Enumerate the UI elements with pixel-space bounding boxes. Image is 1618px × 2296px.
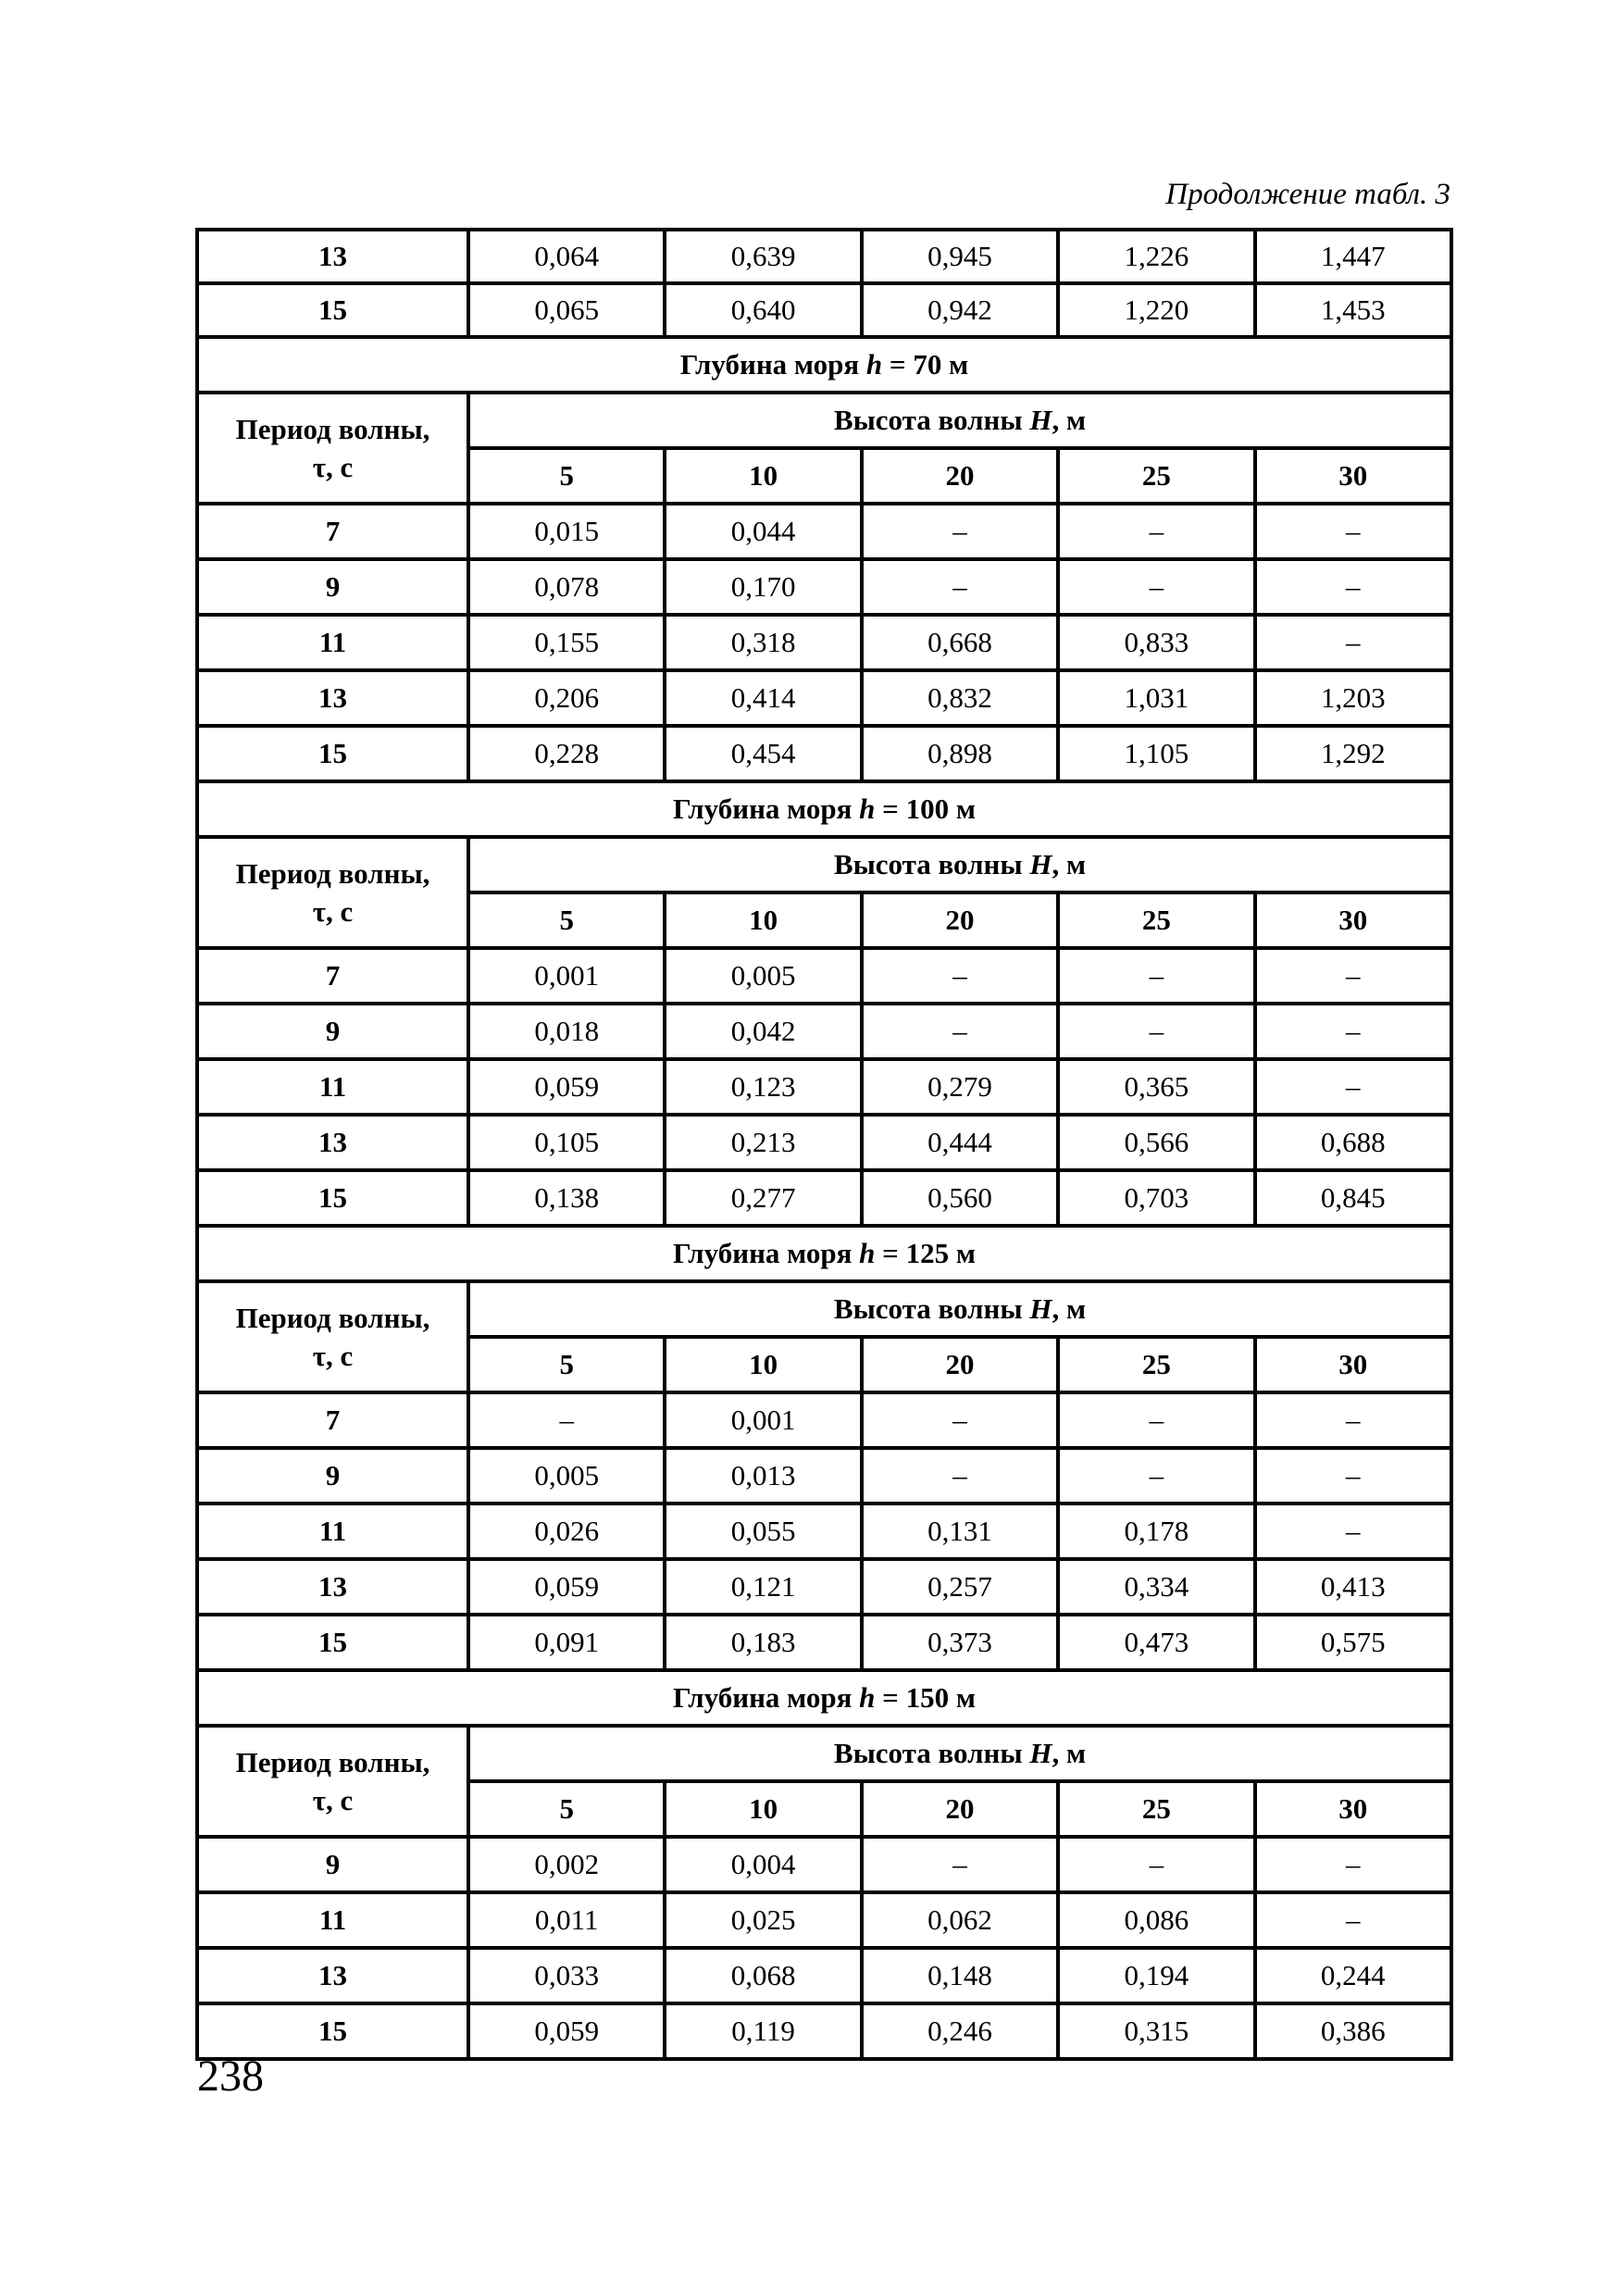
value-cell: 0,059 (468, 2003, 665, 2059)
value-cell: – (468, 1392, 665, 1448)
value-cell: 0,318 (665, 615, 861, 670)
header-row (197, 393, 1451, 448)
value-cell: 0,244 (1255, 1948, 1451, 2003)
value-cell: 0,013 (665, 1448, 861, 1504)
section-title: Глубина моря h = 100 м (197, 781, 1451, 837)
value-cell: 0,898 (862, 726, 1058, 781)
section-title-row (197, 781, 1451, 837)
value-cell: 0,279 (862, 1059, 1058, 1115)
value-cell: 0,945 (862, 230, 1058, 283)
table-row (197, 1892, 1451, 1948)
height-value-header: 20 (862, 448, 1058, 504)
value-cell: 0,055 (665, 1504, 861, 1559)
value-cell: 1,220 (1058, 283, 1254, 337)
table-row (197, 615, 1451, 670)
table-row (197, 1504, 1451, 1559)
table-row (197, 1115, 1451, 1170)
section-title-row (197, 337, 1451, 393)
height-value-header: 5 (468, 1781, 665, 1837)
value-cell: – (862, 504, 1058, 559)
value-cell: – (1255, 948, 1451, 1004)
table-row (197, 1170, 1451, 1226)
period-cell: 7 (197, 504, 468, 559)
height-value-header: 10 (665, 1781, 861, 1837)
value-cell: 0,033 (468, 1948, 665, 2003)
period-cell: 9 (197, 1837, 468, 1892)
section-title: Глубина моря h = 70 м (197, 337, 1451, 393)
section-title-row (197, 1226, 1451, 1281)
depth-variable: h (859, 1236, 876, 1269)
header-row (197, 1281, 1451, 1337)
period-cell: 15 (197, 726, 468, 781)
header-row (197, 1726, 1451, 1781)
height-variable: H (1029, 847, 1052, 880)
value-cell: 0,832 (862, 670, 1058, 726)
period-cell: 15 (197, 1170, 468, 1226)
height-header: Высота волны H, м (468, 837, 1451, 892)
table-row (197, 1392, 1451, 1448)
height-value-header: 10 (665, 448, 861, 504)
table-row (197, 559, 1451, 615)
value-cell: 0,044 (665, 504, 861, 559)
table-row (197, 1948, 1451, 2003)
value-cell: 0,026 (468, 1504, 665, 1559)
value-cell: 0,059 (468, 1559, 665, 1615)
period-cell: 11 (197, 1504, 468, 1559)
height-value-header: 25 (1058, 448, 1254, 504)
value-cell: 0,334 (1058, 1559, 1254, 1615)
value-cell: 0,845 (1255, 1170, 1451, 1226)
value-cell: 0,473 (1058, 1615, 1254, 1670)
height-value-header: 30 (1255, 1337, 1451, 1392)
period-cell: 11 (197, 615, 468, 670)
value-cell: 0,444 (862, 1115, 1058, 1170)
value-cell: – (1058, 1448, 1254, 1504)
value-cell: – (1255, 504, 1451, 559)
value-cell: 0,178 (1058, 1504, 1254, 1559)
depth-variable: h (865, 347, 883, 381)
value-cell: 0,414 (665, 670, 861, 726)
value-cell: – (1058, 948, 1254, 1004)
value-cell: 0,086 (1058, 1892, 1254, 1948)
value-cell: 0,228 (468, 726, 665, 781)
period-cell: 13 (197, 1948, 468, 2003)
depth-variable: h (859, 792, 876, 825)
height-value-header: 30 (1255, 892, 1451, 948)
table-row (197, 230, 1451, 283)
value-cell: 0,148 (862, 1948, 1058, 2003)
height-value-header: 20 (862, 892, 1058, 948)
period-cell: 15 (197, 1615, 468, 1670)
depth-variable: h (859, 1680, 876, 1714)
value-cell: 0,386 (1255, 2003, 1451, 2059)
value-cell: 0,454 (665, 726, 861, 781)
value-cell: – (1058, 504, 1254, 559)
table-row (197, 948, 1451, 1004)
value-cell: 0,942 (862, 283, 1058, 337)
table-row (197, 1615, 1451, 1670)
height-variable: H (1029, 1736, 1052, 1769)
value-cell: 0,668 (862, 615, 1058, 670)
table-row (197, 1059, 1451, 1115)
value-cell: 0,315 (1058, 2003, 1254, 2059)
value-cell: 1,203 (1255, 670, 1451, 726)
period-cell: 9 (197, 1448, 468, 1504)
value-cell: 0,119 (665, 2003, 861, 2059)
value-cell: 0,123 (665, 1059, 861, 1115)
value-cell: 0,277 (665, 1170, 861, 1226)
table-row (197, 2003, 1451, 2059)
value-cell: 0,005 (665, 948, 861, 1004)
height-header: Высота волны H, м (468, 1726, 1451, 1781)
value-cell: 0,064 (468, 230, 665, 283)
value-cell: 0,001 (665, 1392, 861, 1448)
period-cell: 9 (197, 1004, 468, 1059)
table-row (197, 504, 1451, 559)
table-row (197, 1448, 1451, 1504)
height-value-header: 30 (1255, 1781, 1451, 1837)
height-value-header: 5 (468, 892, 665, 948)
value-cell: 1,447 (1255, 230, 1451, 283)
page-number: 238 (197, 2052, 264, 2101)
value-cell: 0,246 (862, 2003, 1058, 2059)
value-cell: 0,059 (468, 1059, 665, 1115)
period-cell: 7 (197, 1392, 468, 1448)
value-cell: 0,688 (1255, 1115, 1451, 1170)
value-cell: 0,105 (468, 1115, 665, 1170)
value-cell: 0,560 (862, 1170, 1058, 1226)
period-cell: 9 (197, 559, 468, 615)
value-cell: 0,004 (665, 1837, 861, 1892)
value-cell: – (1058, 1004, 1254, 1059)
period-cell: 11 (197, 1059, 468, 1115)
value-cell: 0,413 (1255, 1559, 1451, 1615)
value-cell: – (1255, 1837, 1451, 1892)
value-cell: 0,068 (665, 1948, 861, 2003)
period-cell: 11 (197, 1892, 468, 1948)
value-cell: 0,206 (468, 670, 665, 726)
height-variable: H (1029, 1292, 1052, 1325)
period-header: Период волны, τ, с (197, 837, 468, 948)
value-cell: 0,065 (468, 283, 665, 337)
value-cell: 0,002 (468, 1837, 665, 1892)
height-header: Высота волны H, м (468, 393, 1451, 448)
value-cell: 1,105 (1058, 726, 1254, 781)
value-cell: – (1255, 1059, 1451, 1115)
value-cell: 0,062 (862, 1892, 1058, 1948)
value-cell: 0,640 (665, 283, 861, 337)
table-row (197, 670, 1451, 726)
value-cell: – (862, 1837, 1058, 1892)
value-cell: 0,001 (468, 948, 665, 1004)
value-cell: – (862, 1392, 1058, 1448)
value-cell: 0,078 (468, 559, 665, 615)
height-value-header: 20 (862, 1337, 1058, 1392)
value-cell: 0,121 (665, 1559, 861, 1615)
height-value-header: 25 (1058, 892, 1254, 948)
value-cell: 0,833 (1058, 615, 1254, 670)
value-cell: 0,365 (1058, 1059, 1254, 1115)
value-cell: 1,292 (1255, 726, 1451, 781)
value-cell: 0,257 (862, 1559, 1058, 1615)
value-cell: 0,703 (1058, 1170, 1254, 1226)
height-value-header: 5 (468, 1337, 665, 1392)
value-cell: 0,639 (665, 230, 861, 283)
value-cell: – (1255, 615, 1451, 670)
table-row (197, 1837, 1451, 1892)
value-cell: – (1255, 1892, 1451, 1948)
period-cell: 13 (197, 1559, 468, 1615)
height-value-header: 25 (1058, 1337, 1254, 1392)
period-header: Период волны, τ, с (197, 1726, 468, 1837)
wave-data-table (195, 228, 1453, 2061)
value-cell: 1,031 (1058, 670, 1254, 726)
value-cell: – (1255, 1504, 1451, 1559)
height-value-header: 30 (1255, 448, 1451, 504)
period-cell: 13 (197, 670, 468, 726)
value-cell: 0,018 (468, 1004, 665, 1059)
value-cell: – (1058, 1392, 1254, 1448)
height-value-header: 10 (665, 892, 861, 948)
value-cell: 0,042 (665, 1004, 861, 1059)
value-cell: – (1255, 559, 1451, 615)
table-caption: Продолжение табл. 3 (1165, 178, 1450, 211)
height-value-header: 10 (665, 1337, 861, 1392)
value-cell: 0,025 (665, 1892, 861, 1948)
value-cell: 0,091 (468, 1615, 665, 1670)
value-cell: 0,566 (1058, 1115, 1254, 1170)
section-title-row (197, 1670, 1451, 1726)
value-cell: – (1058, 1837, 1254, 1892)
value-cell: 0,213 (665, 1115, 861, 1170)
height-header: Высота волны H, м (468, 1281, 1451, 1337)
period-cell: 15 (197, 283, 468, 337)
value-cell: 0,575 (1255, 1615, 1451, 1670)
value-cell: – (862, 559, 1058, 615)
value-cell: 1,226 (1058, 230, 1254, 283)
period-header: Период волны, τ, с (197, 1281, 468, 1392)
value-cell: 0,373 (862, 1615, 1058, 1670)
height-value-header: 20 (862, 1781, 1058, 1837)
value-cell: 0,183 (665, 1615, 861, 1670)
table-row (197, 726, 1451, 781)
value-cell: – (862, 1004, 1058, 1059)
period-header: Период волны, τ, с (197, 393, 468, 504)
value-cell: 1,453 (1255, 283, 1451, 337)
period-cell: 15 (197, 2003, 468, 2059)
height-value-header: 25 (1058, 1781, 1254, 1837)
value-cell: 0,138 (468, 1170, 665, 1226)
header-row (197, 837, 1451, 892)
table-row (197, 283, 1451, 337)
value-cell: 0,015 (468, 504, 665, 559)
value-cell: 0,155 (468, 615, 665, 670)
value-cell: 0,170 (665, 559, 861, 615)
height-variable: H (1029, 403, 1052, 436)
section-title: Глубина моря h = 125 м (197, 1226, 1451, 1281)
value-cell: – (1255, 1004, 1451, 1059)
period-cell: 7 (197, 948, 468, 1004)
period-cell: 13 (197, 1115, 468, 1170)
section-title: Глубина моря h = 150 м (197, 1670, 1451, 1726)
value-cell: 0,005 (468, 1448, 665, 1504)
value-cell: 0,194 (1058, 1948, 1254, 2003)
table-row (197, 1004, 1451, 1059)
value-cell: – (1255, 1392, 1451, 1448)
value-cell: 0,011 (468, 1892, 665, 1948)
height-value-header: 5 (468, 448, 665, 504)
table-row (197, 1559, 1451, 1615)
value-cell: – (862, 948, 1058, 1004)
value-cell: 0,131 (862, 1504, 1058, 1559)
value-cell: – (1255, 1448, 1451, 1504)
period-cell: 13 (197, 230, 468, 283)
value-cell: – (1058, 559, 1254, 615)
value-cell: – (862, 1448, 1058, 1504)
